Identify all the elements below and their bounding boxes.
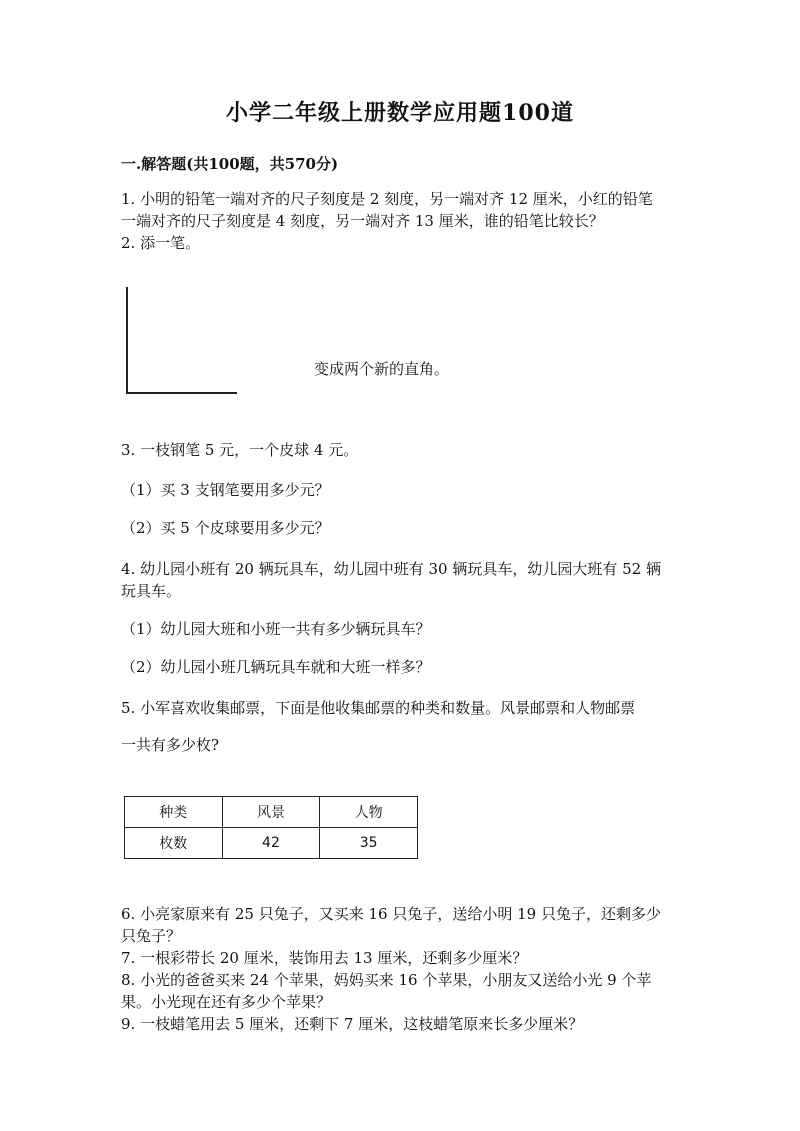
table-cell: 种类: [125, 797, 223, 828]
question-4-sub-2: （2）幼儿园小班几辆玩具车就和大班一样多？: [121, 658, 431, 676]
section-heading: 一.解答题(共100题，共570分): [121, 155, 339, 173]
table-row: [125, 828, 418, 859]
question-5-line-2: 一共有多少枚?: [121, 736, 220, 754]
question-4-sub-1: （1）幼儿园大班和小班一共有多少辆玩具车？: [121, 620, 431, 638]
question-2-line-1: 2. 添一笔。: [121, 234, 201, 252]
question-6-line-1: 6. 小亮家原来有 25 只兔子，又买来 16 只兔子，送给小明 19 只兔子，还剩多少: [121, 905, 661, 923]
page-title: 小学二年级上册数学应用题100道: [226, 100, 574, 126]
table-cell: 风景: [222, 797, 320, 828]
question-4-line-1: 4. 幼儿园小班有 20 辆玩具车，幼儿园中班有 30 辆玩具车，幼儿园大班有 52 辆: [121, 560, 661, 578]
stamp-count-table: [124, 796, 418, 859]
question-6-line-2: 只兔子？: [121, 927, 182, 945]
question-7-line-1: 7. 一根彩带长 20 厘米，装饰用去 13 厘米，还剩多少厘米？: [121, 949, 528, 967]
question-1-line-2: 一端对齐的尺子刻度是 4 刻度，另一端对齐 13 厘米，谁的铅笔比较长？: [121, 212, 604, 230]
table-cell: 35: [320, 828, 418, 859]
table-cell: 人物: [320, 797, 418, 828]
question-4-line-2: 玩具车。: [121, 582, 182, 600]
table-cell: 枚数: [125, 828, 223, 859]
table-cell: 42: [222, 828, 320, 859]
question-8-line-1: 8. 小光的爸爸买来 24 个苹果，妈妈买来 16 个苹果，小朋友又送给小光 9 个苹: [121, 971, 652, 989]
question-1-line-1: 1. 小明的铅笔一端对齐的尺子刻度是 2 刻度，另一端对齐 12 厘米，小红的铅笔: [121, 190, 653, 208]
question-3-sub-1: （1）买 3 支钢笔要用多少元？: [121, 481, 330, 499]
right-angle-vertical-line: [126, 287, 128, 393]
table-header-row: [125, 797, 418, 828]
question-3-line-1: 3. 一枝钢笔 5 元，一个皮球 4 元。: [121, 441, 359, 459]
question-5-line-1: 5. 小军喜欢收集邮票，下面是他收集邮票的种类和数量。风景邮票和人物邮票: [121, 699, 636, 717]
question-3-sub-2: （2）买 5 个皮球要用多少元？: [121, 519, 330, 537]
right-angle-horizontal-line: [126, 392, 237, 394]
question-9-line-1: 9. 一枝蜡笔用去 5 厘米，还剩下 7 厘米，这枝蜡笔原来长多少厘米？: [121, 1015, 584, 1033]
question-2-angle-note: 变成两个新的直角。: [314, 360, 450, 378]
question-8-line-2: 果。小光现在还有多少个苹果？: [121, 993, 332, 1011]
